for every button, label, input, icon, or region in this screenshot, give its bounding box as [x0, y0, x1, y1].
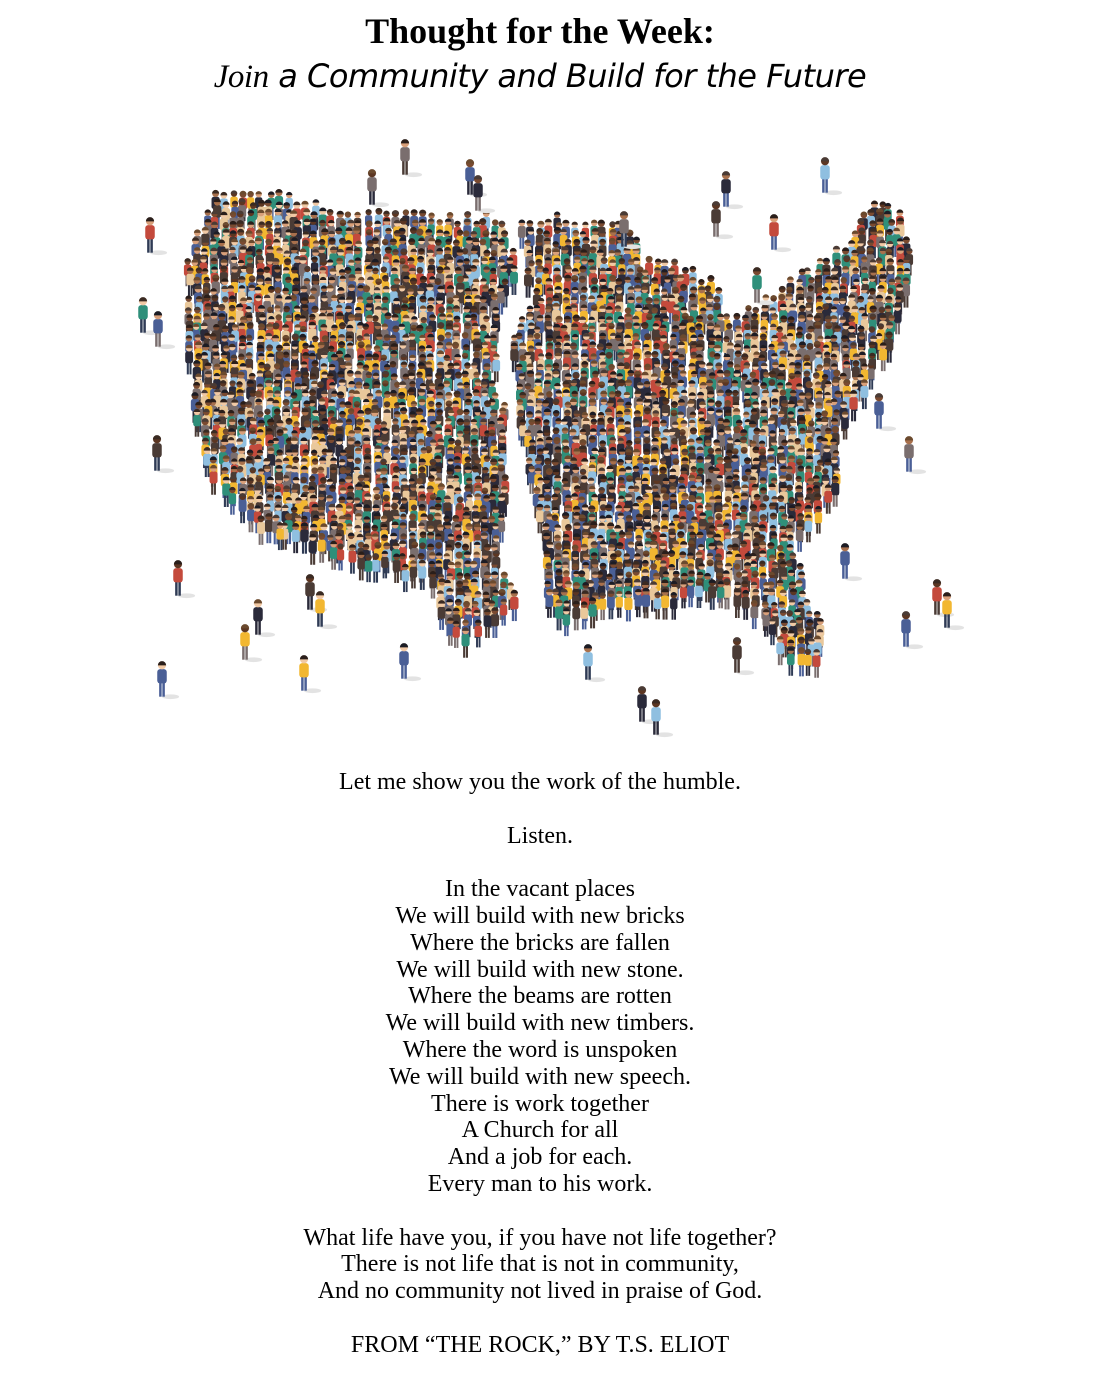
person-figure	[798, 647, 806, 676]
person-figure	[654, 592, 661, 619]
person-figure	[546, 589, 554, 618]
person-figure	[796, 523, 804, 551]
poem-line: And a job for each.	[0, 1144, 1080, 1171]
crowd-dense-group	[184, 189, 913, 678]
person-figure	[651, 699, 673, 737]
person-figure	[849, 390, 857, 421]
person-figure	[257, 515, 265, 544]
person-figure	[399, 643, 421, 681]
poem-line: We will build with new speech.	[0, 1064, 1080, 1091]
person-figure	[381, 551, 388, 579]
poem-line: There is work together	[0, 1091, 1080, 1118]
person-figure	[253, 599, 275, 637]
person-figure	[393, 553, 401, 583]
person-figure	[318, 533, 326, 563]
person-figure	[500, 599, 507, 626]
person-figure	[787, 647, 795, 675]
poem-opening: Let me show you the work of the humble.	[0, 769, 1080, 796]
person-figure	[580, 601, 587, 629]
poem-line: Where the beams are rotten	[0, 983, 1080, 1010]
person-figure	[210, 465, 218, 495]
poem-listen: Listen.	[0, 823, 1080, 850]
person-figure	[491, 607, 499, 638]
person-figure	[732, 637, 754, 675]
person-figure	[742, 590, 750, 620]
person-figure	[750, 600, 758, 629]
person-figure	[510, 590, 518, 621]
poem-line: Every man to his work.	[0, 1171, 1080, 1198]
person-figure	[874, 393, 896, 431]
person-figure	[357, 551, 365, 580]
person-figure	[510, 265, 518, 295]
person-figure	[265, 513, 273, 543]
person-figure	[831, 476, 839, 507]
person-figure	[536, 504, 544, 534]
person-figure	[572, 601, 580, 631]
person-figure	[429, 571, 436, 599]
person-figure	[721, 171, 743, 209]
person-figure	[588, 597, 596, 628]
person-figure	[695, 579, 703, 608]
person-figure	[583, 644, 605, 682]
person-figure	[733, 589, 741, 618]
person-figure	[299, 655, 321, 693]
person-figure	[349, 544, 357, 573]
poem-line: A Church for all	[0, 1117, 1080, 1144]
person-figure	[461, 627, 469, 657]
subtitle-lead: Join	[214, 59, 269, 95]
person-figure	[247, 503, 255, 532]
person-figure	[367, 169, 389, 207]
person-figure	[860, 379, 868, 409]
person-figure	[879, 342, 887, 371]
person-figure	[239, 493, 247, 523]
person-figure	[607, 590, 615, 619]
poem-attribution: FROM “THE ROCK,” BY T.S. ELIOT	[0, 1332, 1080, 1359]
poem-closing-line: What life have you, if you have not life together?	[0, 1225, 1080, 1252]
person-figure	[145, 217, 167, 255]
person-figure	[670, 592, 677, 620]
person-figure	[904, 436, 926, 474]
person-figure	[661, 589, 669, 620]
person-figure	[815, 506, 822, 534]
poem	[0, 769, 1080, 1359]
person-figure	[152, 435, 174, 473]
person-figure	[840, 543, 862, 581]
person-figure	[805, 514, 812, 542]
person-figure	[185, 345, 193, 375]
page-subtitle	[0, 56, 1080, 97]
person-figure	[841, 411, 849, 439]
person-figure	[813, 649, 821, 678]
person-figure	[157, 661, 179, 699]
person-figure	[153, 311, 175, 349]
person-figure	[642, 588, 650, 619]
person-figure	[616, 591, 623, 618]
person-figure	[438, 600, 446, 630]
person-figure	[762, 609, 769, 637]
person-figure	[492, 353, 500, 382]
person-figure	[708, 579, 716, 610]
poem-line: Where the bricks are fallen	[0, 930, 1080, 957]
person-figure	[193, 409, 200, 437]
subtitle-rest: a Community and Build for the Future	[269, 57, 867, 95]
person-figure	[337, 543, 344, 570]
person-figure	[942, 592, 964, 630]
person-figure	[309, 534, 317, 565]
person-figure	[599, 592, 606, 620]
person-figure	[624, 591, 632, 622]
person-figure	[820, 157, 842, 195]
person-figure	[229, 487, 236, 515]
person-figure	[365, 554, 372, 582]
person-figure	[804, 649, 811, 676]
poem-line: Where the word is unspoken	[0, 1037, 1080, 1064]
person-figure	[555, 599, 563, 630]
poem-closing-line: There is not life that is not in community,	[0, 1251, 1080, 1278]
person-figure	[769, 214, 791, 252]
person-figure	[769, 618, 776, 645]
person-figure	[680, 581, 687, 608]
person-figure	[867, 362, 874, 389]
person-figure	[717, 581, 724, 608]
poem-line: We will build with new stone.	[0, 957, 1080, 984]
person-figure	[563, 608, 571, 636]
poem-line: We will build with new timbers.	[0, 1010, 1080, 1037]
person-figure	[418, 560, 426, 590]
poem-line: We will build with new bricks	[0, 903, 1080, 930]
person-figure	[300, 522, 308, 553]
person-figure	[330, 541, 338, 570]
person-figure	[484, 609, 492, 638]
person-figure	[410, 560, 418, 588]
person-figure	[372, 553, 380, 583]
person-figure	[402, 564, 410, 592]
page-title: Thought for the Week:	[0, 10, 1080, 52]
person-figure	[687, 579, 694, 607]
poem-line: In the vacant places	[0, 876, 1080, 903]
poem-closing-line: And no community not lived in praise of God.	[0, 1278, 1080, 1305]
person-figure	[635, 589, 643, 617]
person-figure	[824, 484, 832, 513]
person-figure	[292, 523, 300, 553]
person-figure	[453, 621, 460, 648]
person-figure	[186, 267, 194, 296]
crowd-map-illustration	[120, 125, 980, 740]
person-figure	[776, 636, 784, 665]
person-figure	[475, 619, 482, 647]
person-figure	[518, 219, 526, 248]
person-figure	[901, 611, 923, 649]
person-figure	[173, 560, 195, 598]
person-figure	[400, 139, 422, 177]
person-figure	[524, 267, 532, 297]
